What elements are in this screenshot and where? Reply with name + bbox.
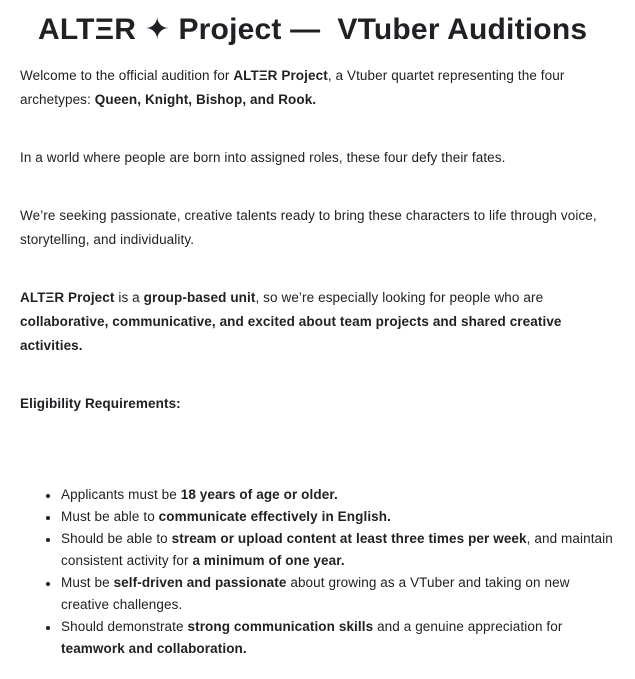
list-item-motivation-requirement	[60, 572, 615, 616]
list-item-english-requirement	[60, 506, 615, 528]
bold-text-run: ALTΞR Project	[20, 290, 115, 305]
description-section	[20, 64, 615, 416]
bold-text-run: strong communication skills	[187, 619, 374, 634]
text-run: , and maintain consistent activity for	[61, 531, 613, 568]
text-run: , so we’re especially looking for people who are	[255, 290, 544, 305]
paragraph-lore	[20, 146, 615, 170]
text-run: Should demonstrate	[61, 619, 188, 634]
list-item-communication-requirement	[60, 616, 615, 660]
text-run: We’re seeking passionate, creative talents ready to bring these characters to life through voice, storytelling, and individuality.	[20, 208, 597, 247]
text-run: Must be	[61, 575, 114, 590]
text-run: and a genuine appreciation for	[373, 619, 563, 634]
text-run: Welcome to the official audition for	[20, 68, 234, 83]
text-run: about growing as a VTuber and taking on new creative challenges.	[61, 575, 570, 612]
eligibility-list	[20, 484, 615, 660]
bold-text-run: self-driven and passionate	[113, 575, 287, 590]
paragraph-seeking	[20, 204, 615, 252]
bold-text-run: stream or upload content at least three times per week	[171, 531, 527, 546]
bold-text-run: 18 years of age or older.	[180, 487, 338, 502]
bold-text-run: ALTΞR Project	[233, 68, 328, 83]
bold-text-run: collaborative, communicative, and excited about team projects and shared creative activities.	[20, 314, 562, 353]
list-item-age-requirement	[60, 484, 615, 506]
text-run: , a Vtuber quartet representing the four archetypes:	[20, 68, 565, 107]
bold-text-run: Eligibility Requirements:	[20, 396, 181, 411]
text-run: Should be able to	[61, 531, 172, 546]
text-run: is a	[114, 290, 144, 305]
bold-text-run: teamwork and collaboration.	[61, 641, 247, 656]
eligibility-requirements-heading	[20, 392, 615, 416]
text-run: Must be able to	[61, 509, 159, 524]
bold-text-run: group-based unit	[143, 290, 256, 305]
bold-text-run: Queen, Knight, Bishop, and Rook.	[94, 92, 317, 107]
text-run: Applicants must be	[61, 487, 181, 502]
list-item-streaming-requirement	[60, 528, 615, 572]
paragraph-welcome	[20, 64, 615, 112]
paragraph-group-unit	[20, 286, 615, 358]
bold-text-run: communicate effectively in English.	[158, 509, 391, 524]
page-title: ALTΞR ✦ Project — VTuber Auditions	[38, 13, 588, 46]
bold-text-run: a minimum of one year.	[192, 553, 345, 568]
text-run: In a world where people are born into assigned roles, these four defy their fates.	[20, 150, 506, 165]
